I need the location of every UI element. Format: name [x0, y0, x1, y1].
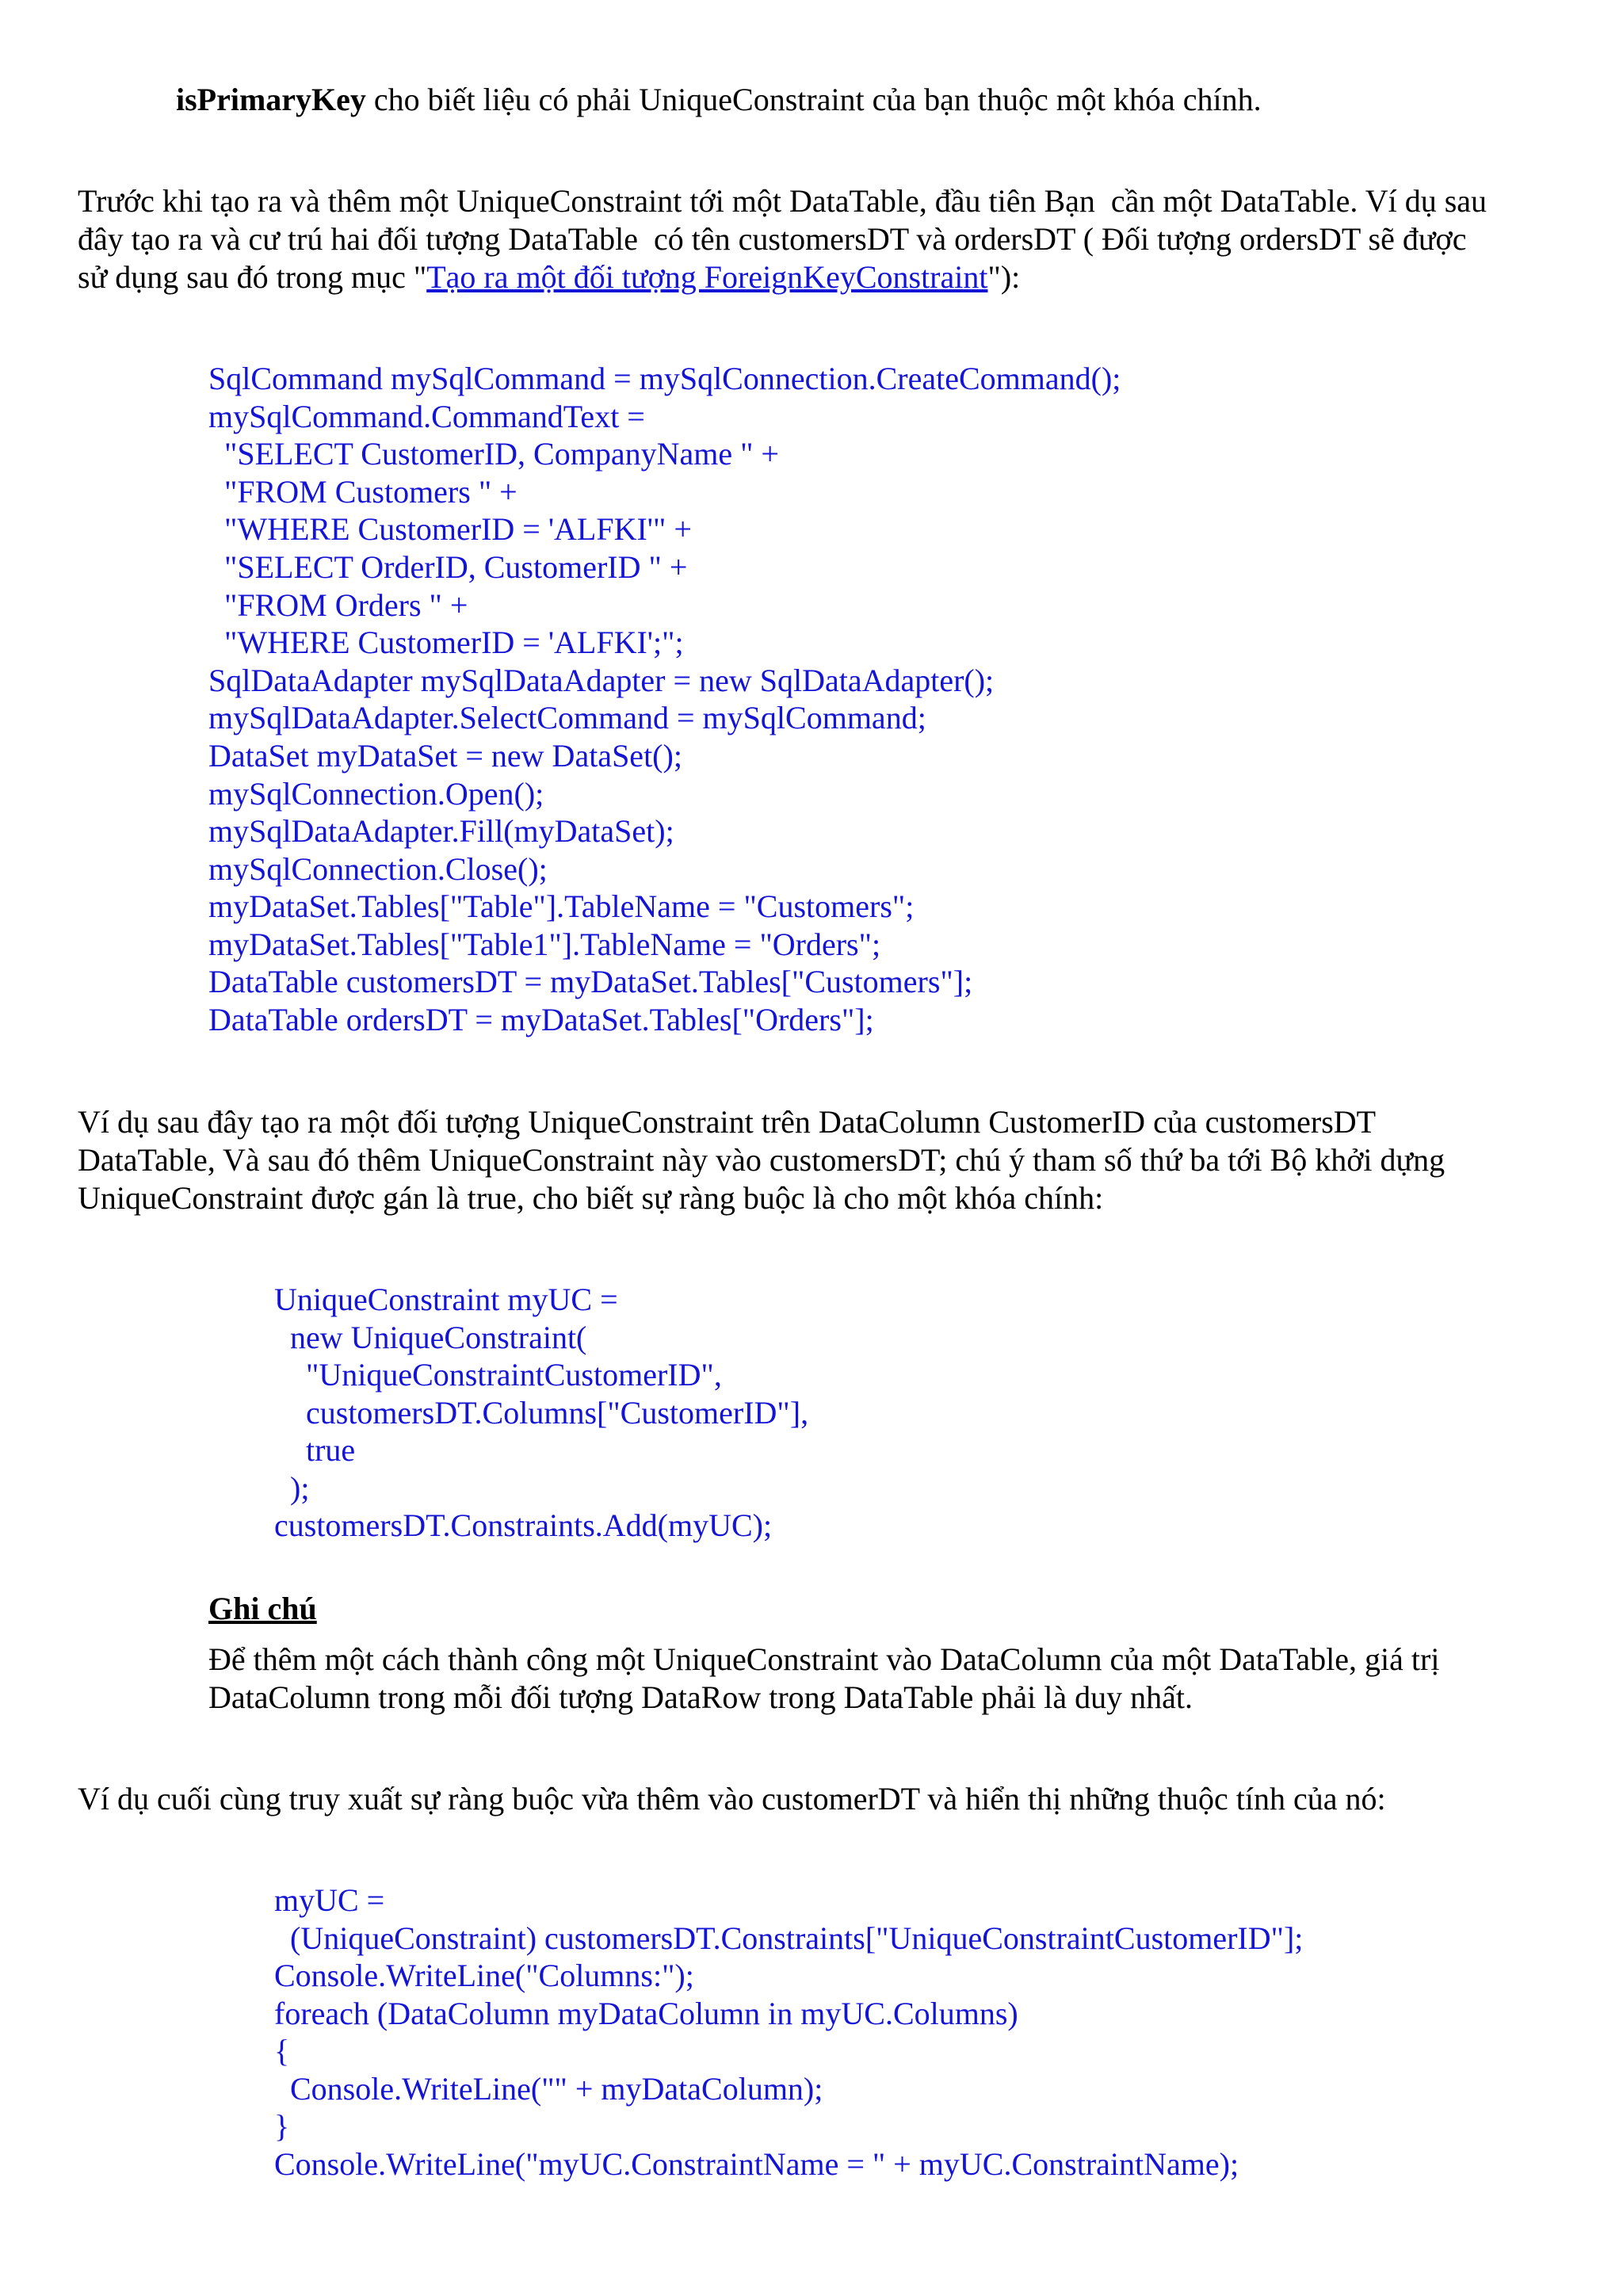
code2-line: "UniqueConstraintCustomerID", — [274, 1357, 722, 1392]
code1-line: mySqlConnection.Close(); — [208, 851, 548, 887]
code1-line: mySqlDataAdapter.Fill(myDataSet); — [208, 813, 674, 849]
intro-term: isPrimaryKey — [176, 82, 366, 117]
code3-line: { — [274, 2033, 290, 2069]
code1-line: myDataSet.Tables["Table1"].TableName = "Orders"; — [208, 926, 881, 962]
para2-line1: Ví dụ sau đây tạo ra một đối tượng UniqueConstraint trên DataColumn CustomerID của customersDT — [78, 1104, 1377, 1140]
intro-line — [176, 81, 1262, 119]
code2-line: true — [274, 1432, 356, 1468]
code3-line: Console.WriteLine("myUC.ConstraintName = " + myUC.ConstraintName); — [274, 2146, 1239, 2182]
code2-line: new UniqueConstraint( — [274, 1320, 587, 1355]
code2-line: customersDT.Constraints.Add(myUC); — [274, 1507, 773, 1543]
code1-line: "SELECT CustomerID, CompanyName " + — [208, 436, 779, 472]
code1-line: mySqlDataAdapter.SelectCommand = mySqlCommand; — [208, 700, 926, 735]
code1-line: "WHERE CustomerID = 'ALFKI';"; — [208, 625, 684, 660]
code1-line: DataSet myDataSet = new DataSet(); — [208, 738, 682, 774]
code2-line: ); — [274, 1470, 310, 1506]
code1-line: mySqlCommand.CommandText = — [208, 399, 645, 434]
para1-line2: đây tạo ra và cư trú hai đối tượng DataTable có tên customersDT và ordersDT ( Đối tượng ordersDT sẽ được — [78, 221, 1467, 257]
code1-line: mySqlConnection.Open(); — [208, 776, 544, 812]
code1-line: "SELECT OrderID, CustomerID " + — [208, 549, 688, 585]
code3-line: myUC = — [274, 1882, 385, 1918]
para1-line3 — [78, 258, 1020, 296]
code1-line: "FROM Orders " + — [208, 587, 468, 623]
code3-line: } — [274, 2108, 290, 2144]
foreignkey-section-link[interactable]: Tạo ra một đối tượng ForeignKeyConstraint — [426, 259, 988, 295]
code3-line: Console.WriteLine("" + myDataColumn); — [274, 2071, 823, 2107]
code1-line: SqlDataAdapter mySqlDataAdapter = new SqlDataAdapter(); — [208, 663, 995, 698]
para1-line3-after: "): — [987, 259, 1021, 295]
intro-text: cho biết liệu có phải UniqueConstraint của bạn thuộc một khóa chính. — [365, 82, 1262, 117]
para2-line3: UniqueConstraint được gán là true, cho biết sự ràng buộc là cho một khóa chính: — [78, 1180, 1104, 1216]
note-line1: Để thêm một cách thành công một UniqueConstraint vào DataColumn của một DataTable, giá trị — [208, 1641, 1440, 1677]
code1-line: SqlCommand mySqlCommand = mySqlConnection.CreateCommand(); — [208, 361, 1121, 396]
para1-line3-before: sử dụng sau đó trong mục " — [78, 259, 427, 295]
code1-line: DataTable ordersDT = myDataSet.Tables["Orders"]; — [208, 1002, 874, 1037]
code3-line: Console.WriteLine("Columns:"); — [274, 1958, 694, 1993]
code1-line: "FROM Customers " + — [208, 474, 517, 510]
para1-line1: Trước khi tạo ra và thêm một UniqueConstraint tới một DataTable, đầu tiên Bạn cần một DataTable. Ví dụ sau — [78, 183, 1487, 219]
para2-line2: DataTable, Và sau đó thêm UniqueConstraint này vào customersDT; chú ý tham số thứ ba tới Bộ khởi dựng — [78, 1142, 1445, 1178]
code3-line: foreach (DataColumn myDataColumn in myUC.Columns) — [274, 1996, 1018, 2031]
note-heading: Ghi chú — [208, 1591, 317, 1626]
code3-line: (UniqueConstraint) customersDT.Constraints["UniqueConstraintCustomerID"]; — [274, 1920, 1304, 1956]
code2-line: customersDT.Columns["CustomerID"], — [274, 1395, 809, 1431]
code1-line: DataTable customersDT = myDataSet.Tables["Customers"]; — [208, 964, 973, 999]
para3: Ví dụ cuối cùng truy xuất sự ràng buộc vừa thêm vào customerDT và hiển thị những thuộc tính của nó: — [78, 1781, 1386, 1817]
code2-line: UniqueConstraint myUC = — [274, 1282, 618, 1317]
note-line2: DataColumn trong mỗi đối tượng DataRow trong DataTable phải là duy nhất. — [208, 1679, 1193, 1715]
code1-line: myDataSet.Tables["Table"].TableName = "Customers"; — [208, 888, 915, 924]
code1-line: "WHERE CustomerID = 'ALFKI'" + — [208, 511, 692, 547]
